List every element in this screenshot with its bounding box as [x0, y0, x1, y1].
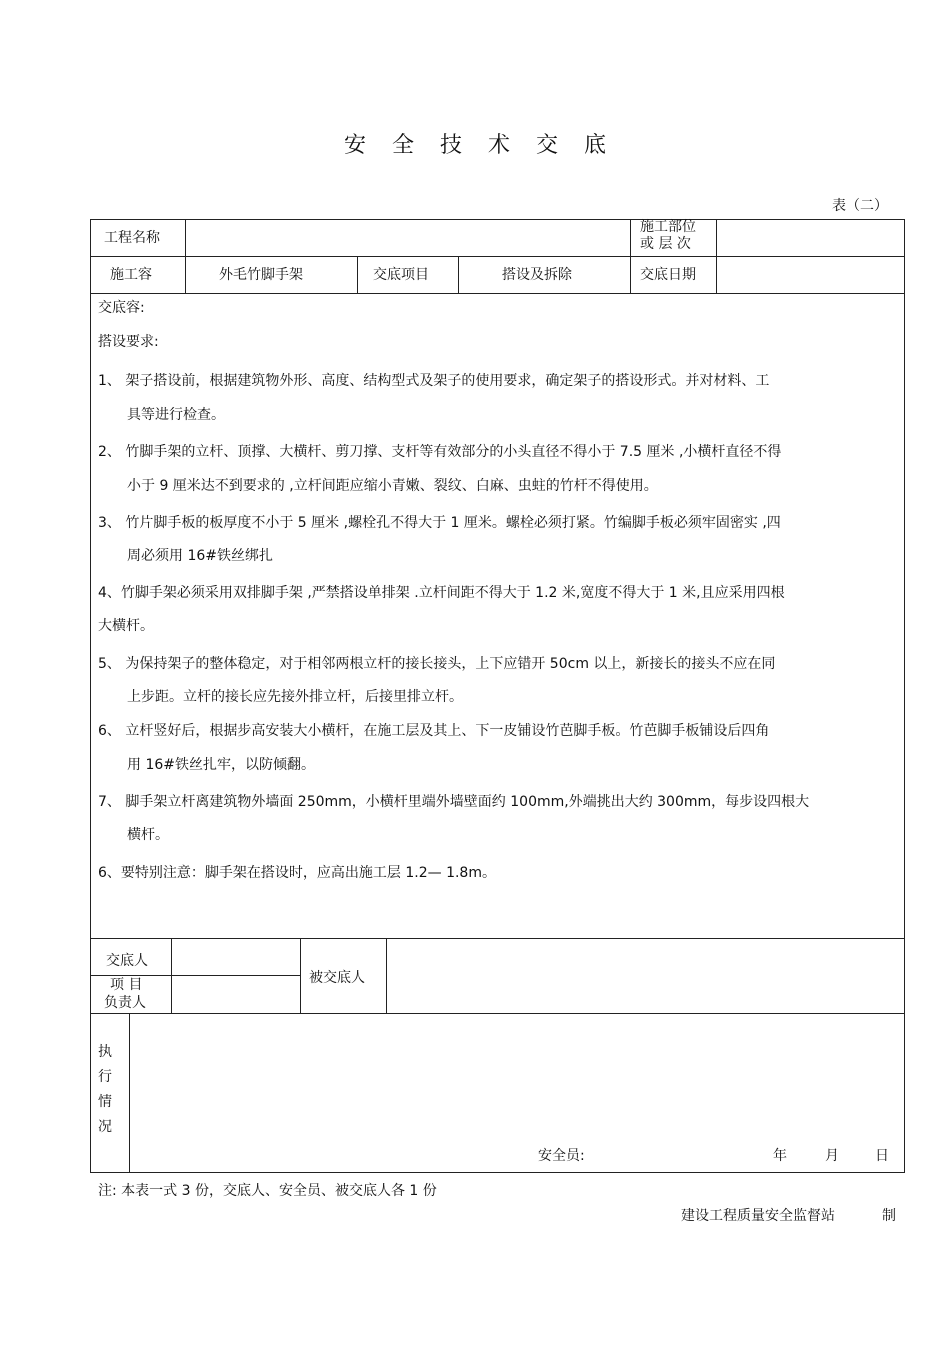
issuer-suffix: 制 [882, 1208, 896, 1224]
date-label: 交底日期 [640, 267, 696, 283]
recipient-label: 被交底人 [309, 970, 365, 986]
execution-label-char: 执 [98, 1044, 112, 1060]
execution-label-char: 行 [98, 1069, 112, 1085]
body-line: 6、要特别注意：脚手架在搭设时，应高出施工层 1.2— 1.8m。 [98, 865, 496, 881]
body-line: 7、 脚手架立杆离建筑物外墙面 250mm，小横杆里端外墙壁面约 100mm,外端挑出大约 300mm，每步设四根大 [98, 794, 810, 810]
location-label-line1: 施工部位 [640, 219, 696, 235]
body-subheading: 搭设要求: [98, 334, 159, 350]
body-line: 2、 竹脚手架的立杆、顶撑、大横杆、剪刀撑、支杆等有效部分的小头直径不得小于 7.5 厘米 ,小横杆直径不得 [98, 444, 782, 460]
body-line: 上步距。立杆的接长应先接外排立杆，后接里排立杆。 [127, 689, 463, 705]
body-line: 4、竹脚手架必须采用双排脚手架 ,严禁搭设单排架 .立杆间距不得大于 1.2 米,宽度不得大于 1 米,且应采用四根 [98, 585, 785, 601]
month-label: 月 [825, 1148, 839, 1164]
execution-label [98, 1040, 112, 1140]
content-label: 施工容 [110, 267, 152, 283]
day-label: 日 [875, 1148, 889, 1164]
body-line: 用 16#铁丝扎牢，以防倾翻。 [127, 757, 315, 773]
year-label: 年 [773, 1148, 787, 1164]
footer-note: 注: 本表一式 3 份，交底人、安全员、被交底人各 1 份 [98, 1183, 437, 1199]
issuer: 建设工程质量安全监督站 [681, 1208, 835, 1224]
item-label: 交底项目 [373, 267, 429, 283]
manager-label [104, 976, 146, 1012]
safety-officer-label: 安全员: [538, 1148, 585, 1164]
page-title: 安全技术交底 [343, 133, 632, 158]
body-line: 周必须用 16#铁丝绑扎 [127, 548, 273, 564]
content-value: 外毛竹脚手架 [219, 267, 303, 283]
location-label-line2: 或 层 次 [640, 236, 691, 252]
item-value: 搭设及拆除 [502, 267, 572, 283]
body-line: 1、 架子搭设前，根据建筑物外形、高度、结构型式及架子的使用要求，确定架子的搭设形式。并对材料、工 [98, 373, 770, 389]
discloser-label: 交底人 [106, 953, 148, 969]
body-line: 横杆。 [127, 827, 169, 843]
execution-label-char: 情 [98, 1094, 112, 1110]
body-line: 大横杆。 [98, 618, 154, 634]
body-line: 小于 9 厘米达不到要求的 ,立杆间距应缩小青嫩、裂纹、白麻、虫蛀的竹杆不得使用。 [127, 478, 658, 494]
manager-label-line1: 项 目 [110, 977, 143, 993]
body-heading: 交底容: [98, 300, 145, 316]
execution-label-char: 况 [98, 1119, 112, 1135]
body-line: 6、 立杆竖好后，根据步高安装大小横杆，在施工层及其上、下一皮铺设竹芭脚手板。竹芭脚手板铺设后四角 [98, 723, 770, 739]
location-label [640, 219, 696, 253]
body-line: 5、 为保持架子的整体稳定，对于相邻两根立杆的接长接头，上下应错开 50cm 以上，新接长的接头不应在同 [98, 656, 776, 672]
project-name-label: 工程名称 [104, 230, 160, 246]
form-number: 表（二） [832, 198, 888, 214]
body-line: 具等进行检查。 [127, 407, 225, 423]
body-line: 3、 竹片脚手板的板厚度不小于 5 厘米 ,螺栓孔不得大于 1 厘米。螺栓必须打紧。竹编脚手板必须牢固密实 ,四 [98, 515, 781, 531]
manager-label-line2: 负责人 [104, 995, 146, 1011]
